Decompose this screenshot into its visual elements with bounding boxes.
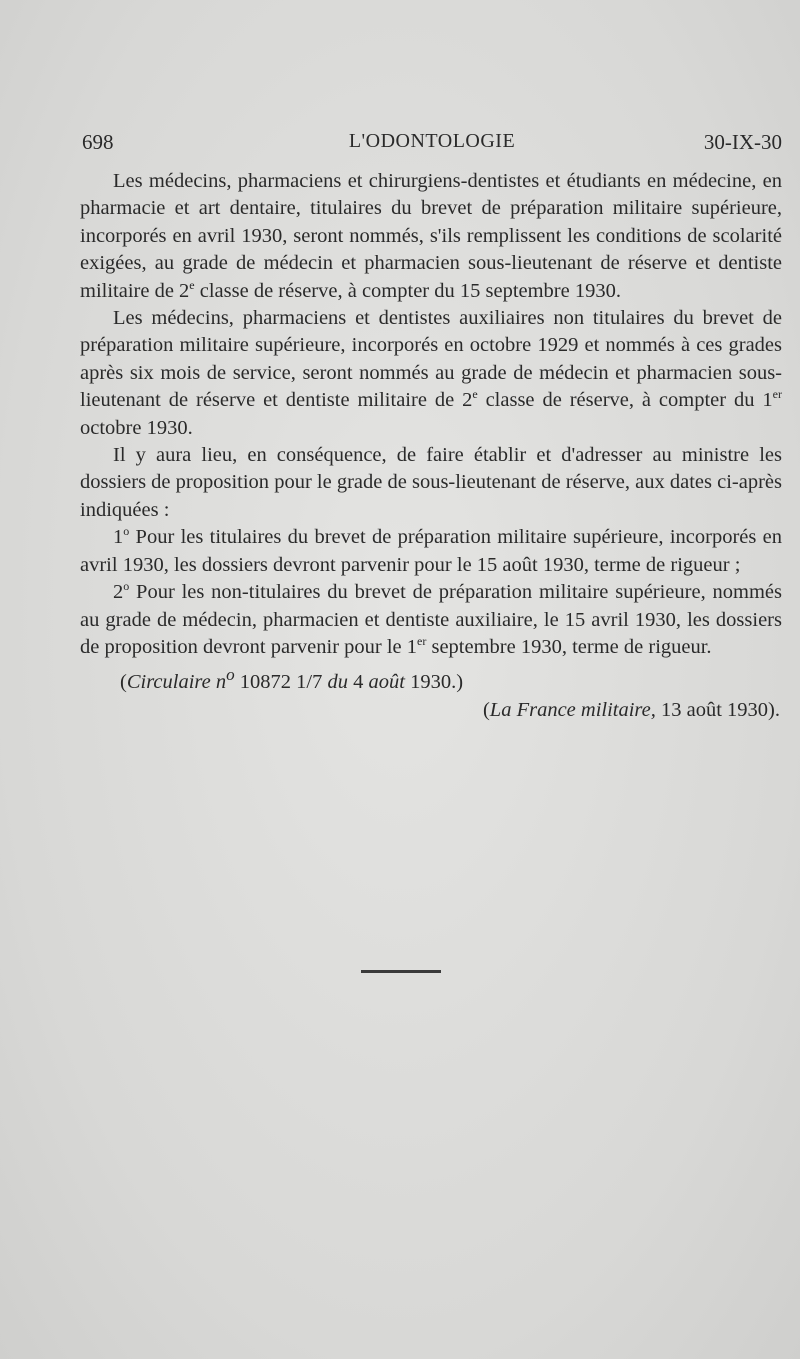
article-body xyxy=(80,168,782,724)
circular-label: Circulaire n xyxy=(126,671,227,694)
superscript: o xyxy=(123,524,130,539)
issue-date: 30-IX-30 xyxy=(703,130,782,154)
circular-day: 4 xyxy=(347,671,369,694)
circular-number: 10872 1/7 xyxy=(234,671,328,694)
paragraph-2 xyxy=(80,305,782,442)
source-name: La France militaire, xyxy=(489,698,656,721)
paragraph-1 xyxy=(80,168,782,305)
circular-du: du xyxy=(327,671,348,694)
list-item-1 xyxy=(80,524,782,579)
paragraph-2-text: Les médecins, pharmaciens et dentistes auxiliaires non titulaires du brevet de préparation militaire supérieure, incorporés en octobre 1929 et nommés à ces grades après six mois de service, seront nommés au grade de médecin et pharmacien sous-lieutenant de réserve et dentiste militaire de 2 xyxy=(80,307,782,412)
circular-year: 1930.) xyxy=(404,671,464,694)
journal-title: L'ODONTOLOGIE xyxy=(348,130,516,152)
paragraph-2-mid: classe de réserve, à compter du 1 xyxy=(477,389,773,412)
list-item-2-text: Pour les non-titulaires du brevet de préparation militaire supérieure, nommés au grade de médecin, pharmacien et dentiste auxiliaire, le 15 avril 1930, les dossiers de proposition devront parvenir pour le 1 xyxy=(80,581,782,658)
list-item-2-end: septembre 1930, terme de rigueur. xyxy=(426,635,712,658)
circular-month: août xyxy=(368,671,405,694)
page-number: 698 xyxy=(82,130,114,154)
superscript: e xyxy=(189,277,195,292)
paragraph-3: Il y aura lieu, en conséquence, de faire établir et d'adresser au ministre les dossiers de proposition pour le grade de sous-lieutenant de réserve, aux dates ci-après indiquées : xyxy=(80,444,782,521)
superscript: o xyxy=(226,665,235,685)
source-date: 13 août 1930). xyxy=(655,698,780,721)
source-citation xyxy=(80,697,782,724)
list-item-1-text: Pour les titulaires du brevet de préparation militaire supérieure, incorporés en avril 1930, les dossiers devront parvenir pour le 15 août 1930, terme de rigueur ; xyxy=(80,526,782,576)
paren: ( xyxy=(482,698,490,721)
paragraph-1-end: classe de réserve, à compter du 15 septembre 1930. xyxy=(194,279,621,302)
superscript: e xyxy=(472,387,478,402)
list-number: 1 xyxy=(113,526,124,549)
paragraph-1-text: Les médecins, pharmaciens et chirurgiens-dentistes et étudiants en médecine, en pharmacie et art dentaire, titulaires du brevet de préparation militaire supérieure, incorporés en avril 1930, seront nommés, s'ils remplissent les conditions de scolarité exigées, au grade de médecin et pharmacien sous-lieutenant de réserve et dentiste militaire de 2 xyxy=(80,170,782,302)
superscript: er xyxy=(417,634,427,649)
superscript: er xyxy=(772,387,782,402)
circular-citation xyxy=(80,661,782,696)
paragraph-2-end: octobre 1930. xyxy=(80,416,193,439)
list-item-2 xyxy=(80,579,782,661)
paren: ( xyxy=(120,671,127,694)
list-number: 2 xyxy=(113,581,124,604)
running-header xyxy=(82,130,782,160)
section-divider xyxy=(361,970,441,973)
superscript: o xyxy=(123,579,130,594)
